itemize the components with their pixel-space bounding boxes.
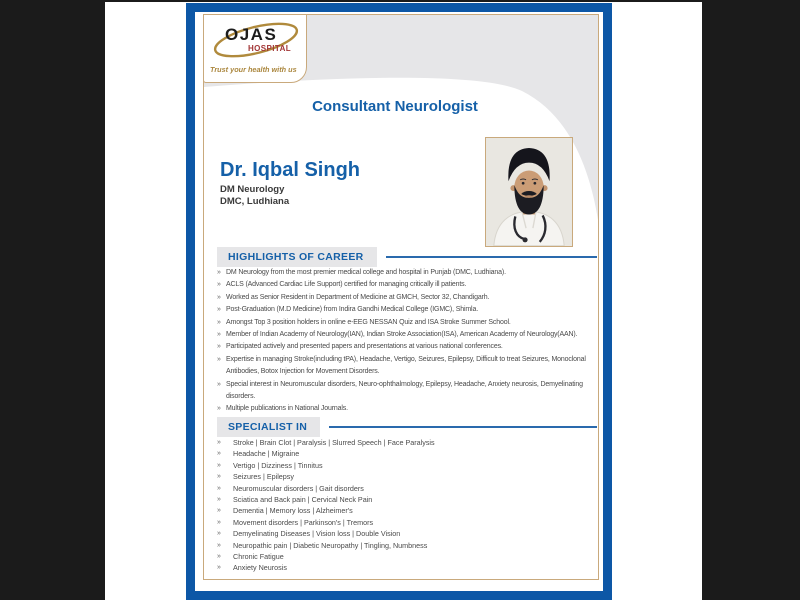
logo-subtitle: HOSPITAL [248, 44, 292, 53]
section-rule [329, 426, 597, 428]
bullet-marker: » [217, 405, 221, 413]
bullet-marker: » [217, 553, 221, 561]
list-item [217, 448, 599, 459]
bullet-marker: » [217, 380, 221, 388]
bullet-marker: » [217, 507, 221, 515]
bullet-text: Movement disorders | Parkinson's | Tremors [233, 517, 374, 527]
list-item [217, 341, 599, 353]
flyer-card [203, 14, 599, 580]
list-item [217, 494, 599, 505]
bullet-text: DM Neurology from the most premier medical college and hospital in Punjab (DMC, Ludhiana). [226, 269, 506, 276]
list-item [217, 505, 599, 516]
list-item [217, 551, 599, 562]
doctor-photo [485, 137, 573, 247]
highlights-section-header [217, 247, 599, 267]
bullet-text: Post-Graduation (M.D Medicine) from Indira Gandhi Medical College (IGMC), Shimla. [226, 306, 478, 314]
list-item [217, 279, 599, 291]
doctor-college: DMC, Ludhiana [220, 196, 290, 207]
list-item [217, 517, 599, 528]
list-item [217, 562, 599, 573]
bullet-text: Special interest in Neuromuscular disorders, Neuro-ophthalmology, Epilepsy, Headache, Anxiety neurosis, Demyelinating disorders. [226, 380, 583, 401]
bullet-marker: » [217, 496, 221, 504]
bullet-marker: » [217, 541, 221, 549]
list-item [217, 437, 599, 448]
bullet-text: Anxiety Neurosis [233, 563, 287, 573]
list-item [217, 267, 599, 279]
hospital-logo [203, 14, 307, 83]
bullet-text: Neuromuscular disorders | Gait disorders [233, 483, 364, 493]
list-item [217, 528, 599, 539]
list-item [217, 354, 599, 379]
highlights-list [217, 267, 599, 416]
bullet-marker: » [217, 331, 221, 339]
bullet-marker: » [217, 281, 221, 289]
bullet-text: Seizures | Epilepsy [233, 472, 294, 482]
bullet-text: Worked as Senior Resident in Department of Medicine at GMCH, Sector 32, Chandigarh. [226, 293, 490, 301]
highlights-section-title: HIGHLIGHTS OF CAREER [217, 247, 377, 267]
list-item [217, 460, 599, 471]
section-rule [386, 256, 597, 258]
list-item [217, 540, 599, 551]
bullet-marker: » [217, 473, 221, 481]
bullet-text: Expertise in managing Stroke(including tPA), Headache, Vertigo, Seizures, Epilepsy, Difficult to treat Seizures, Monoclonal Antibodies, Botox Injection for Movement Disorders. [226, 355, 586, 376]
specialist-section-header [217, 417, 599, 437]
list-item [217, 483, 599, 494]
bullet-text: Sciatica and Back pain | Cervical Neck Pain [233, 495, 373, 505]
bullet-text: ACLS (Advanced Cardiac Life Support) certified for managing critically ill patients. [226, 281, 467, 289]
bullet-text: Amongst Top 3 position holders in online e-EEG NESSAN Quiz and ISA Stroke Summer School. [226, 318, 511, 326]
bullet-text: Multiple publications in National Journals. [226, 405, 348, 413]
logo-name: OJAS [225, 25, 278, 44]
list-item [217, 471, 599, 482]
list-item [217, 317, 599, 329]
bullet-marker: » [217, 355, 221, 363]
specialist-section-title: SPECIALIST IN [217, 417, 320, 437]
bullet-marker: » [217, 293, 221, 301]
bullet-text: Neuropathic pain | Diabetic Neuropathy | Tingling, Numbness [233, 540, 428, 550]
list-item [217, 292, 599, 304]
list-item [217, 329, 599, 341]
bullet-marker: » [217, 450, 221, 458]
doctor-degree: DM Neurology [220, 184, 285, 195]
bullet-marker: » [217, 306, 221, 314]
doctor-portrait-illustration [486, 138, 572, 246]
bullet-marker: » [217, 564, 221, 572]
list-item [217, 304, 599, 316]
specialist-list [217, 437, 599, 574]
bullet-text: Demyelinating Diseases | Vision loss | Double Vision [233, 529, 401, 539]
bullet-text: Dementia | Memory loss | Alzheimer's [233, 506, 353, 516]
bullet-text: Member of Indian Academy of Neurology(IAN), Indian Stroke Association(ISA), American Academy of Neurology(AAN). [226, 331, 578, 339]
logo-tagline: Trust your health with us [210, 65, 297, 74]
bullet-marker: » [217, 269, 221, 276]
bullet-marker: » [217, 518, 221, 526]
list-item [217, 379, 599, 404]
bullet-marker: » [217, 530, 221, 538]
bullet-text: Headache | Migraine [233, 449, 300, 459]
bullet-text: Participated actively and presented papers and presentations at various national conferences. [226, 343, 503, 351]
bullet-marker: » [217, 318, 221, 326]
bullet-marker: » [217, 461, 221, 469]
bullet-marker: » [217, 439, 221, 446]
bullet-text: Stroke | Brain Clot | Paralysis | Slurred Speech | Face Paralysis [233, 438, 435, 447]
bullet-text: Vertigo | Dizziness | Tinnitus [233, 460, 323, 470]
doctor-name: Dr. Iqbal Singh [220, 159, 361, 181]
bullet-marker: » [217, 343, 221, 351]
bullet-marker: » [217, 484, 221, 492]
list-item [217, 403, 599, 415]
page-title: Consultant Neurologist [312, 98, 478, 115]
bullet-text: Chronic Fatigue [233, 552, 284, 562]
